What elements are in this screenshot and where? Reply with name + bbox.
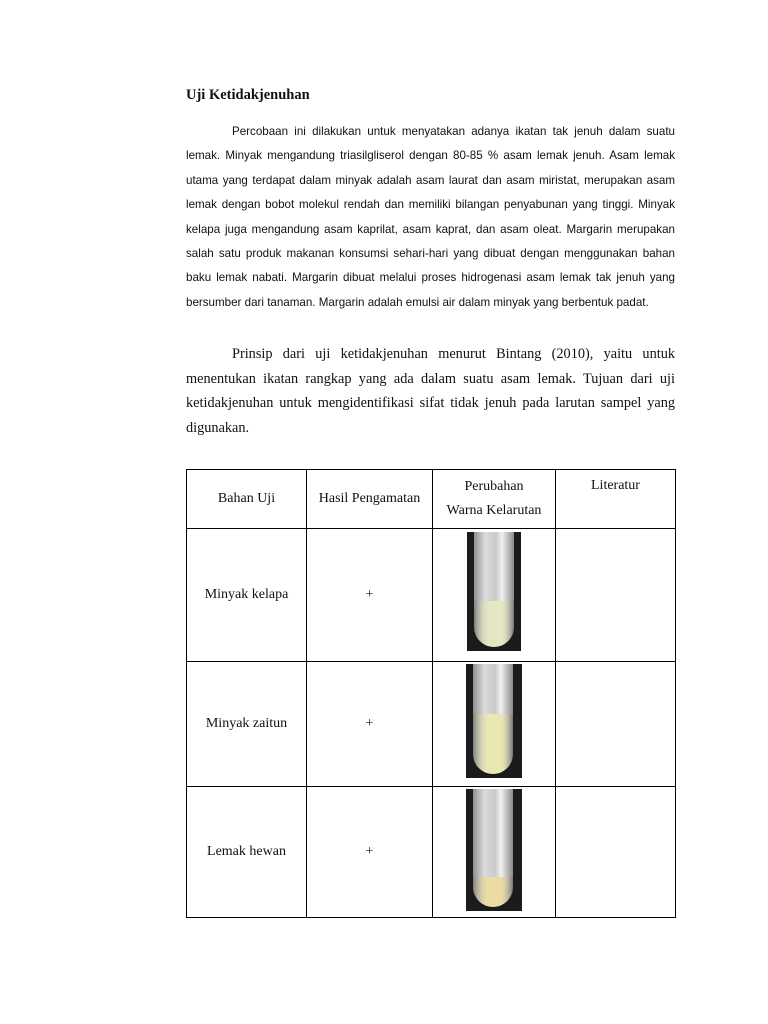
- results-table: [186, 469, 676, 918]
- cell-tube-photo: [433, 529, 556, 662]
- cell-hasil-pengamatan: +: [307, 529, 433, 662]
- cell-hasil-pengamatan: +: [307, 787, 433, 918]
- header-perubahan-line1: Perubahan: [464, 479, 524, 494]
- table-header-row: [187, 470, 676, 529]
- cell-literatur: [556, 529, 676, 662]
- tube-liquid: [473, 877, 513, 907]
- cell-hasil-pengamatan: +: [307, 662, 433, 787]
- cell-bahan-uji: Lemak hewan: [187, 787, 307, 918]
- header-hasil-pengamatan: Hasil Pengamatan: [307, 470, 433, 529]
- header-perubahan-warna: [433, 470, 556, 529]
- test-tube-photo: [467, 532, 521, 651]
- paragraph-prinsip: Prinsip dari uji ketidakjenuhan menurut Bintang (2010), yaitu untuk menentukan ikatan rangkap yang ada dalam suatu asam lemak. Tujuan dari uji ketidakjenuhan untuk mengidentifikasi sifat tidak jenuh pada larutan sampel yang digunakan.: [186, 346, 675, 436]
- paragraph-percobaan: Percobaan ini dilakukan untuk menyatakan adanya ikatan tak jenuh dalam suatu lemak. Minyak mengandung triasilgliserol dengan 80-85 % asam lemak jenuh. Asam lemak utama yang terdapat dalam minyak adalah asam laurat dan asam miristat, merupakan asam lemak dengan bobot molekul rendah dan memiliki bilangan penyabunan yang tinggi. Minyak kelapa juga mengandung asam kaprilat, asam kaprat, dan asam oleat. Margarin merupakan salah satu produk makanan konsumsi sehari-hari yang dibuat dengan menggunakan bahan baku lemak nabati. Margarin dibuat melalui proses hidrogenasi asam lemak tak jenuh yang bersumber dari tanaman. Margarin adalah emulsi air dalam minyak yang berbentuk padat.: [186, 125, 675, 309]
- test-tube-photo: [466, 664, 522, 778]
- table-row: [187, 787, 676, 918]
- tube-liquid: [473, 714, 513, 774]
- test-tube: [473, 664, 513, 774]
- cell-literatur: [556, 787, 676, 918]
- header-literatur: Literatur: [556, 470, 676, 529]
- tube-liquid: [474, 601, 514, 647]
- header-bahan-uji: Bahan Uji: [187, 470, 307, 529]
- table-row: [187, 529, 676, 662]
- cell-bahan-uji: Minyak zaitun: [187, 662, 307, 787]
- test-tube: [474, 532, 514, 647]
- header-perubahan-line2: Warna Kelarutan: [446, 503, 542, 518]
- test-tube-photo: [466, 789, 522, 911]
- cell-tube-photo: [433, 662, 556, 787]
- cell-tube-photo: [433, 787, 556, 918]
- test-tube: [473, 789, 513, 907]
- table-row: [187, 662, 676, 787]
- cell-literatur: [556, 662, 676, 787]
- cell-bahan-uji: Minyak kelapa: [187, 529, 307, 662]
- section-heading: Uji Ketidakjenuhan: [186, 87, 310, 103]
